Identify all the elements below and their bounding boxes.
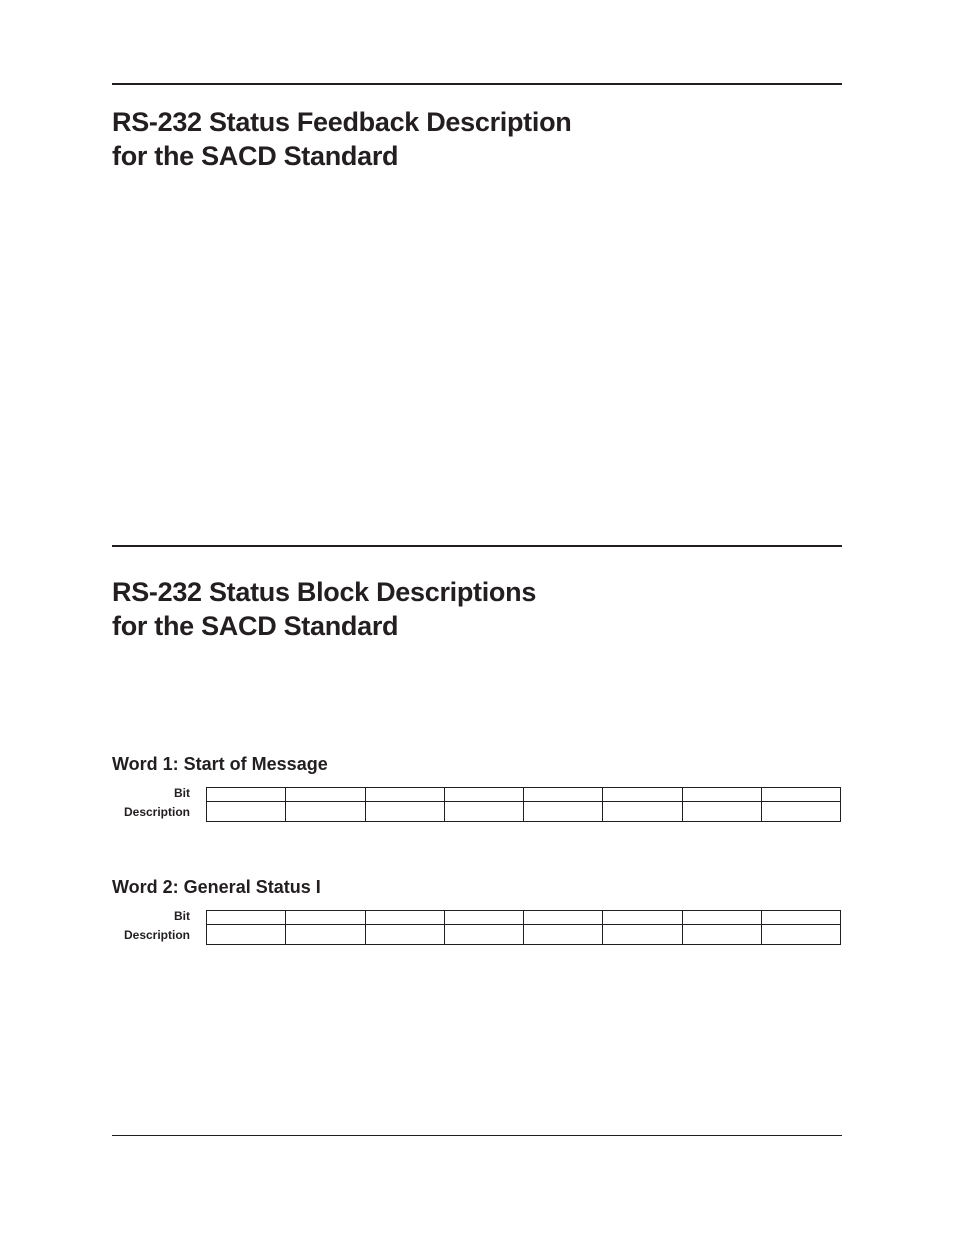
word-2-title: Word 2: General Status I: [112, 877, 321, 897]
heading-line-2: for the SACD Standard: [112, 141, 399, 171]
bit-cell: [365, 911, 444, 925]
section-heading-feedback: [112, 105, 571, 173]
description-cell: [524, 802, 603, 822]
bit-cell: [682, 788, 761, 802]
description-cell: [444, 925, 523, 945]
footer-divider: [112, 1135, 842, 1136]
description-cell: [761, 802, 840, 822]
description-cell: [207, 925, 286, 945]
bit-cell: [603, 788, 682, 802]
bit-cell: [444, 911, 523, 925]
section-heading-block: [112, 575, 536, 643]
bit-cell: [365, 788, 444, 802]
description-cell: [682, 925, 761, 945]
description-cell: [761, 925, 840, 945]
bit-cell: [761, 788, 840, 802]
section-divider-middle: [112, 545, 842, 547]
bit-cell: [286, 911, 365, 925]
heading-line-1: RS-232 Status Feedback Description: [112, 107, 572, 137]
bit-row: [207, 788, 841, 802]
bit-cell: [603, 911, 682, 925]
word-2-table: [206, 910, 841, 945]
word-1-title: Word 1: Start of Message: [112, 754, 328, 774]
bit-cell: [207, 911, 286, 925]
description-row-label: Description: [123, 805, 190, 819]
bit-cell: [524, 788, 603, 802]
heading-line-1: RS-232 Status Block Descriptions: [112, 577, 537, 607]
bit-cell: [286, 788, 365, 802]
description-cell: [444, 802, 523, 822]
description-cell: [207, 802, 286, 822]
heading-line-2: for the SACD Standard: [112, 611, 399, 641]
description-cell: [286, 802, 365, 822]
bit-cell: [761, 911, 840, 925]
description-cell: [682, 802, 761, 822]
description-row: [207, 802, 841, 822]
description-cell: [286, 925, 365, 945]
bit-row-label: Bit: [174, 786, 190, 800]
word-1-table: [206, 787, 841, 822]
bit-row: [207, 911, 841, 925]
description-row-label: Description: [123, 928, 190, 942]
description-cell: [365, 925, 444, 945]
description-cell: [524, 925, 603, 945]
description-row: [207, 925, 841, 945]
bit-row-label: Bit: [174, 909, 190, 923]
description-cell: [365, 802, 444, 822]
description-cell: [603, 802, 682, 822]
section-divider-top: [112, 83, 842, 85]
bit-cell: [682, 911, 761, 925]
bit-cell: [444, 788, 523, 802]
bit-cell: [524, 911, 603, 925]
description-cell: [603, 925, 682, 945]
bit-cell: [207, 788, 286, 802]
